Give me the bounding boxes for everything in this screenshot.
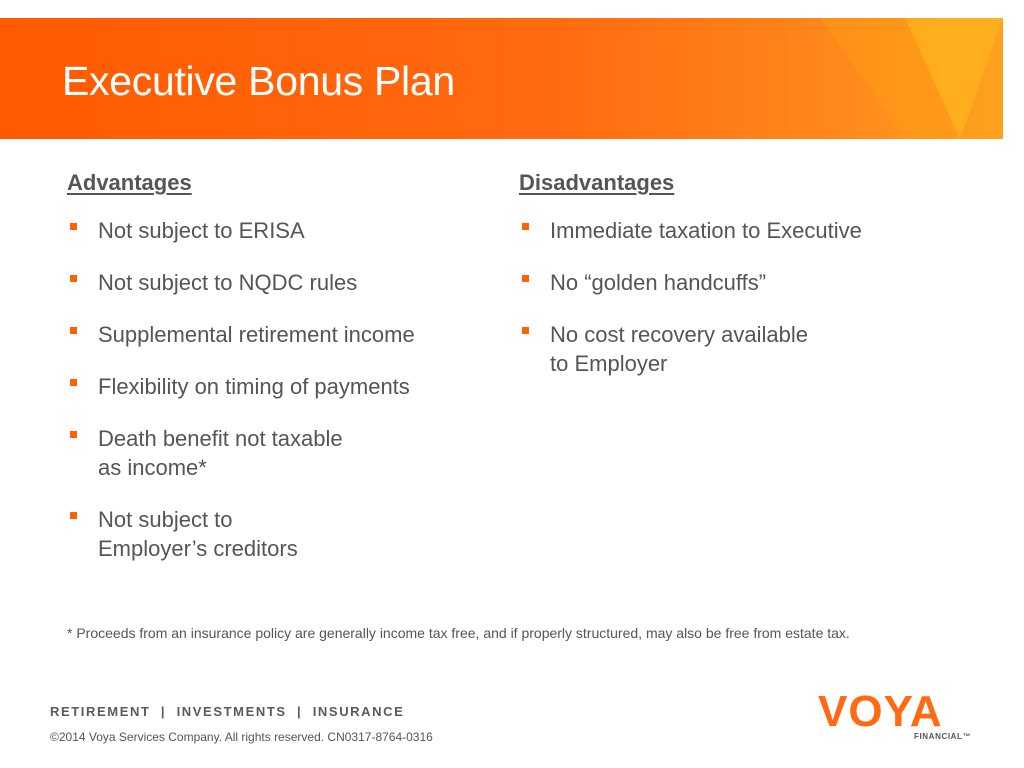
advantage-text: Supplemental retirement income [98,322,415,347]
disadvantage-item [519,320,939,378]
disadvantages-column [519,170,939,401]
disadvantage-item [519,268,939,297]
advantage-text: Not subject to NQDC rules [98,270,358,295]
advantage-item [67,372,487,401]
disadvantage-text: No cost recovery available to Employer [550,322,809,376]
square-bullet-icon [70,431,77,438]
advantages-list [67,216,487,563]
disadvantage-text: Immediate taxation to Executive [550,218,862,243]
square-bullet-icon [70,379,77,386]
voya-logo [818,687,978,746]
logo-wordmark: VOYA [818,687,943,736]
footnote: * Proceeds from an insurance policy are generally income tax free, and if properly structured, may also be free from estate tax. [67,625,850,641]
square-bullet-icon [70,275,77,282]
advantage-text: Not subject to ERISA [98,218,305,243]
square-bullet-icon [70,512,77,519]
title-banner [0,18,1003,139]
disadvantage-item [519,216,939,245]
advantage-item [67,424,487,482]
disadvantages-heading: Disadvantages [519,170,675,195]
disadvantages-list [519,216,939,378]
advantage-text: Flexibility on timing of payments [98,374,410,399]
logo-subtext: FINANCIAL™ [914,732,972,741]
advantage-text: Death benefit not taxable as income* [98,426,343,480]
square-bullet-icon [522,327,529,334]
slide-title: Executive Bonus Plan [62,58,455,104]
advantage-item [67,320,487,349]
advantages-column [67,170,487,586]
advantage-item [67,268,487,297]
advantage-item [67,216,487,245]
advantage-text: Not subject to Employer’s creditors [98,507,298,561]
copyright-notice: ©2014 Voya Services Company. All rights reserved. CN0317-8764-0316 [50,730,433,744]
disadvantage-text: No “golden handcuffs” [550,270,767,295]
advantage-item [67,505,487,563]
square-bullet-icon [522,275,529,282]
footer-tagline: RETIREMENT | INVESTMENTS | INSURANCE [50,704,405,719]
square-bullet-icon [70,223,77,230]
advantages-heading: Advantages [67,170,192,195]
square-bullet-icon [522,223,529,230]
square-bullet-icon [70,327,77,334]
